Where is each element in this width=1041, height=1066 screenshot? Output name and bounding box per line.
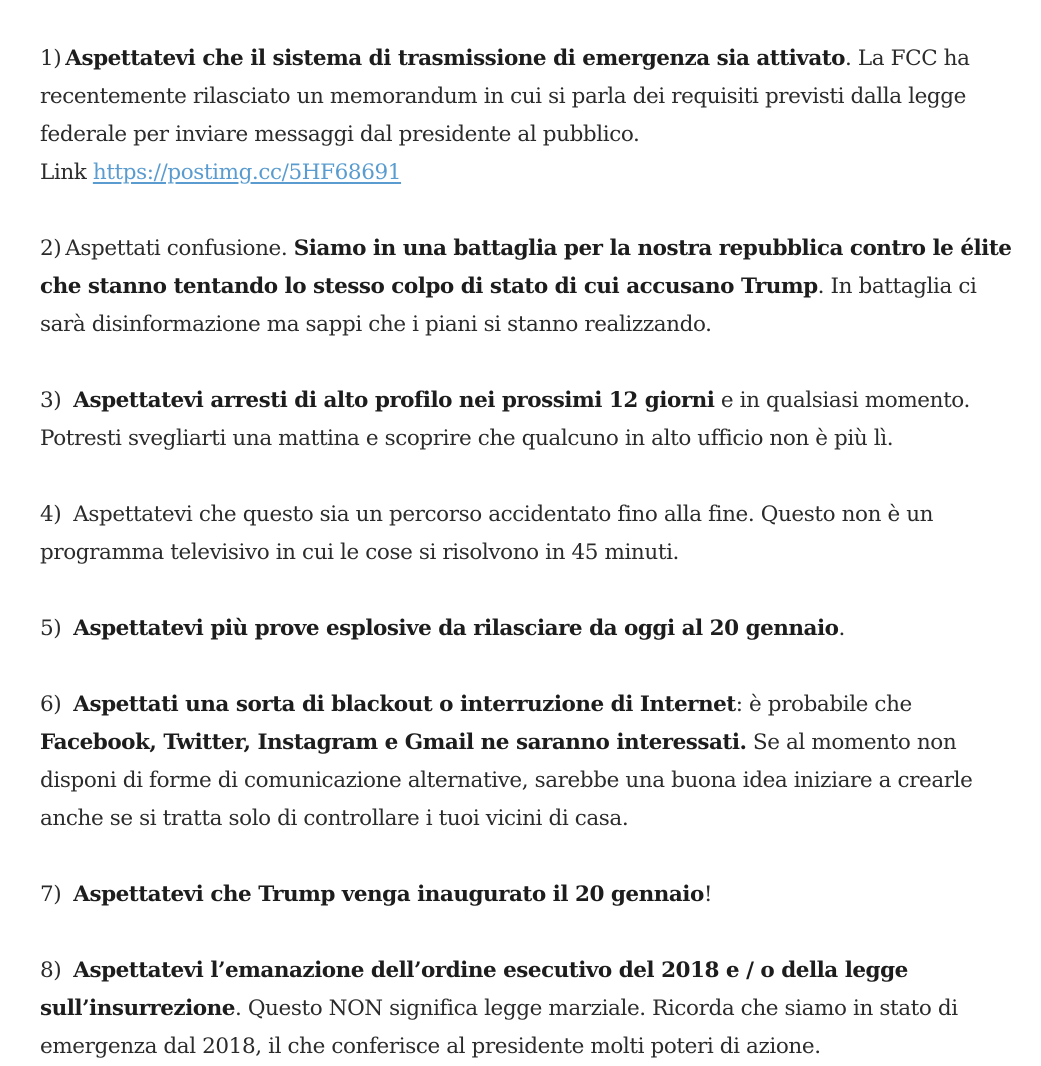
item-headline: Siamo in una battaglia per la nostra repubblica contro le élite che stanno tentando lo stesso colpo di stato di cui accusano Trump	[40, 236, 1012, 299]
item-text: : è probabile che	[735, 692, 912, 717]
item-number: 3)	[40, 388, 62, 413]
item-number: 7)	[40, 882, 62, 907]
link-label: Link	[40, 160, 87, 185]
list-item-5	[40, 610, 1025, 648]
item-text: . Questo NON significa legge marziale. Ricorda che siamo in stato di emergenza dal 2018, il che conferisce al presidente molti poteri di azione.	[40, 996, 958, 1059]
list-item-1	[40, 40, 1025, 192]
item-headline: Aspettatevi arresti di alto profilo nei prossimi 12 giorni	[73, 388, 715, 413]
item-headline: Aspettatevi che il sistema di trasmissione di emergenza sia attivato	[65, 46, 846, 71]
item-text: . In battaglia ci sarà disinformazione ma sappi che i piani si stanno realizzando.	[40, 274, 977, 337]
item-headline: Aspettati una sorta di blackout o interruzione di Internet	[73, 692, 736, 717]
item-headline: Aspettatevi più prove esplosive da rilasciare da oggi al 20 gennaio	[73, 616, 839, 641]
item-text-2: Se al momento non disponi di forme di comunicazione alternative, sarebbe una buona idea iniziare a crearle anche se si tratta solo di controllare i tuoi vicini di casa.	[40, 730, 973, 831]
article-body	[40, 40, 1025, 1066]
item-headline: Aspettatevi l’emanazione dell’ordine esecutivo del 2018 e / o della legge sull’insurrezione	[40, 958, 908, 1021]
list-item-8	[40, 952, 1025, 1066]
item-text: . La FCC ha recentemente rilasciato un memorandum in cui si parla dei requisiti previsti dalla legge federale per inviare messaggi dal presidente al pubblico.	[40, 46, 970, 147]
list-item-7	[40, 876, 1025, 914]
item-number: 5)	[40, 616, 62, 641]
item-number: 4)	[40, 502, 62, 527]
list-item-4	[40, 496, 1025, 572]
postimg-link[interactable]: https://postimg.cc/5HF68691	[92, 160, 402, 185]
item-text: !	[703, 882, 713, 907]
item-headline: Aspettatevi che Trump venga inaugurato il 20 gennaio	[73, 882, 704, 907]
item-pre-text: Aspettati confusione.	[65, 236, 288, 261]
item-headline-2: Facebook, Twitter, Instagram e Gmail ne saranno interessati.	[40, 730, 747, 755]
item-text: Aspettatevi che questo sia un percorso accidentato fino alla fine. Questo non è un programma televisivo in cui le cose si risolvono in 45 minuti.	[40, 502, 934, 565]
item-number: 1)	[40, 46, 62, 71]
list-item-3	[40, 382, 1025, 458]
list-item-2	[40, 230, 1025, 344]
item-text: .	[838, 616, 845, 641]
item-text: e in qualsiasi momento. Potresti svegliarti una mattina e scoprire che qualcuno in alto ufficio non è più lì.	[40, 388, 970, 451]
list-item-6	[40, 686, 1025, 838]
item-number: 8)	[40, 958, 62, 983]
item-number: 6)	[40, 692, 62, 717]
item-number: 2)	[40, 236, 62, 261]
